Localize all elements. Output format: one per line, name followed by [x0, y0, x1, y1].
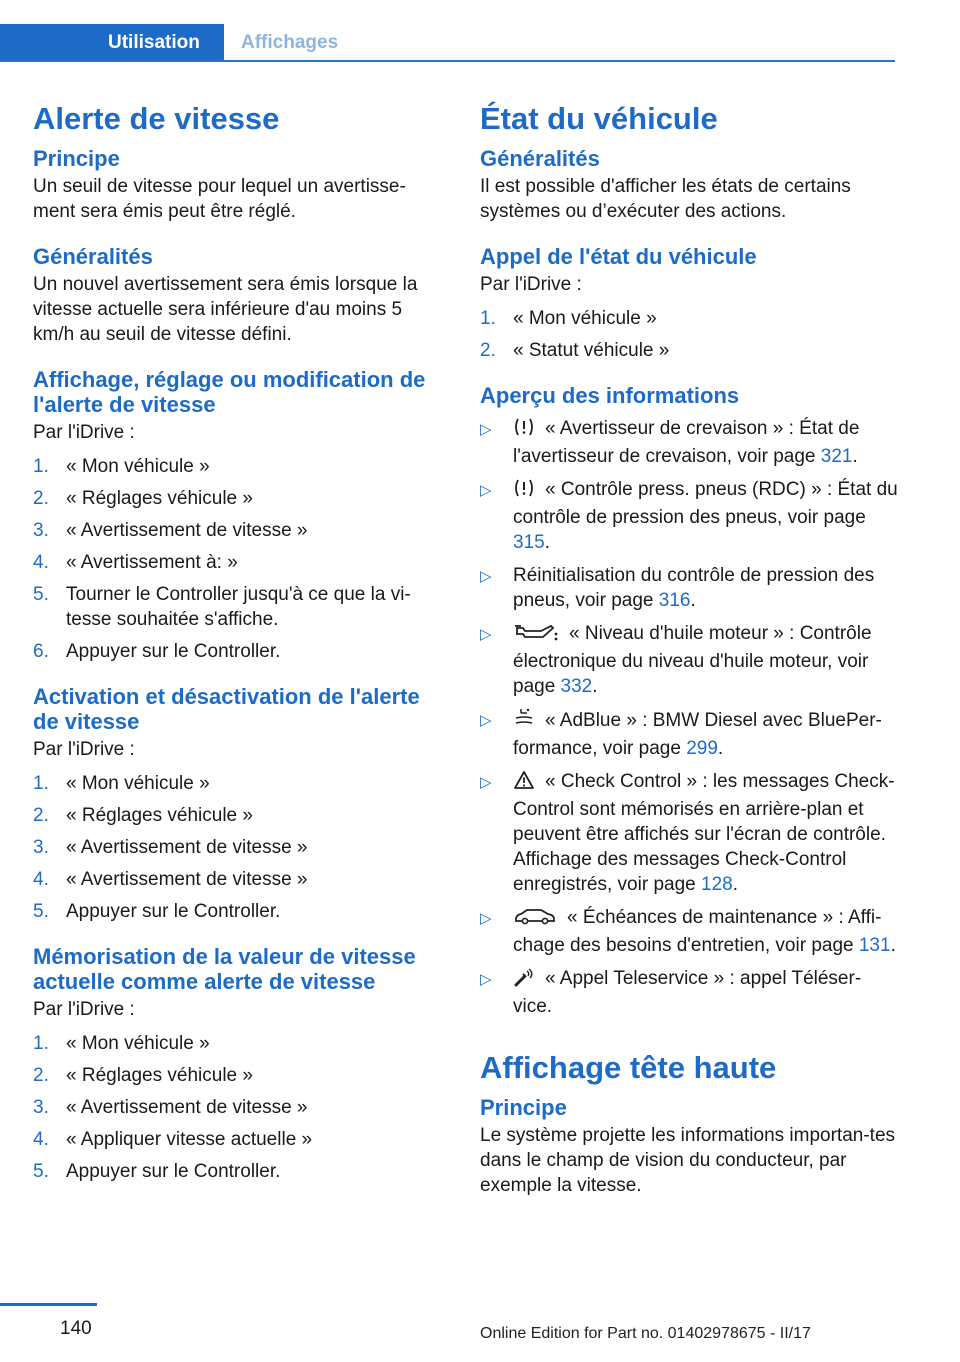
heading-call-status: Appel de l'état du véhicule	[480, 244, 757, 269]
page-link[interactable]: 299	[686, 738, 718, 759]
step-text: Tourner le Controller jusqu'à ce que la vi-tesse souhaitée s'affiche.	[66, 584, 411, 630]
bullet-triangle: ▷	[480, 712, 492, 729]
step-number: 1.	[480, 308, 496, 329]
step-text: « Appliquer vitesse actuelle »	[66, 1129, 313, 1150]
info-text: Réinitialisation du contrôle de pression des pneus, voir page	[513, 565, 875, 611]
step-text: « Avertissement à: »	[66, 552, 238, 573]
step-text: « Réglages véhicule »	[66, 488, 253, 509]
step-text: « Réglages véhicule »	[66, 805, 253, 826]
step-number: 6.	[33, 641, 49, 662]
info-text: « Appel Teleservice » : appel Téléser-vice.	[513, 968, 862, 1017]
paragraph-generalites: Un nouvel avertissement sera émis lorsque la vitesse actuelle sera inférieure d'au moins 5 km/h au seuil de vitesse défini.	[33, 274, 418, 345]
step-number: 1.	[33, 773, 49, 794]
heading-generalites: Généralités	[480, 146, 600, 171]
footer-divider	[0, 1303, 97, 1306]
info-text-end: .	[690, 590, 696, 611]
step-text: « Mon véhicule »	[66, 456, 210, 477]
info-text: « Contrôle press. pneus (RDC) » : État du contrôle de pression des pneus, voir page	[513, 479, 898, 528]
list-step	[33, 550, 441, 575]
list-step	[480, 306, 900, 331]
info-item	[480, 707, 900, 761]
intro-idrive: Par l'iDrive :	[33, 999, 135, 1020]
step-number: 3.	[33, 1097, 49, 1118]
list-step	[33, 454, 441, 479]
bullet-triangle: ▷	[480, 774, 492, 791]
info-text-end: .	[544, 532, 550, 553]
steps-list	[33, 454, 441, 664]
step-text: Appuyer sur le Controller.	[66, 901, 281, 922]
list-step	[33, 771, 441, 796]
info-text: « Check Control » : les messages Check-Control sont mémorisés en arrière-plan et peuvent être affichés sur l'écran de contrôle. Affichage des messages Check-Control enregistrés, voir page	[513, 771, 895, 895]
section-title-vehicle-status: État du véhicule	[480, 101, 718, 136]
step-number: 5.	[33, 1161, 49, 1182]
chapter-tabs	[0, 24, 895, 62]
info-item	[480, 477, 900, 555]
page-link[interactable]: 332	[560, 676, 593, 697]
info-text: « Échéances de maintenance » : Affi-chage des besoins d'entretien, voir page	[513, 907, 882, 956]
tab-utilisation[interactable]: Utilisation	[0, 24, 224, 60]
page-link[interactable]: 131	[858, 935, 891, 956]
bullet-triangle: ▷	[480, 971, 492, 988]
step-text: « Statut véhicule »	[513, 340, 670, 361]
page-link[interactable]: 315	[513, 532, 545, 553]
info-item	[480, 416, 900, 469]
step-number: 4.	[33, 869, 49, 890]
step-text: « Avertissement de vitesse »	[66, 1097, 308, 1118]
heading-store-current-speed: Mémorisation de la valeur de vitesse actuelle comme alerte de vitesse	[33, 944, 416, 994]
paragraph-generalites: Il est possible d'afficher les états de certains systèmes ou d’exécuter des actions.	[480, 176, 851, 222]
tire-warning-icon	[513, 478, 535, 505]
info-text-end: .	[592, 676, 598, 697]
step-text: « Mon véhicule »	[66, 773, 210, 794]
paragraph-hud: Le système projette les informations importan-tes dans le champ de vision du conducteur, par exemple la vitesse.	[480, 1125, 896, 1196]
step-text: Appuyer sur le Controller.	[66, 1161, 281, 1182]
list-step	[33, 867, 441, 892]
step-number: 1.	[33, 456, 49, 477]
list-step	[33, 835, 441, 860]
steps-list	[33, 1031, 441, 1184]
steps-list	[480, 306, 900, 363]
step-number: 4.	[33, 552, 49, 573]
edition-note: Online Edition for Part no. 01402978675 - II/17	[480, 1325, 811, 1342]
step-number: 2.	[33, 1065, 49, 1086]
bullet-triangle: ▷	[480, 568, 492, 585]
page-link[interactable]: 316	[658, 590, 691, 611]
list-step	[33, 486, 441, 511]
info-text-end: .	[890, 935, 896, 956]
list-step	[33, 1031, 441, 1056]
info-item	[480, 621, 900, 699]
step-number: 1.	[33, 1033, 49, 1054]
info-text-end: .	[732, 874, 738, 895]
list-step	[33, 1063, 441, 1088]
step-number: 5.	[33, 584, 49, 605]
list-step	[33, 1127, 441, 1152]
step-number: 4.	[33, 1129, 49, 1150]
left-column	[33, 96, 441, 1191]
heading-info-overview: Aperçu des informations	[480, 383, 740, 408]
step-number: 3.	[33, 837, 49, 858]
heading-activation: Activation et désactivation de l'alerte de vitesse	[33, 684, 420, 734]
paragraph-principe: Un seuil de vitesse pour lequel un avertisse-ment sera émis peut être réglé.	[33, 176, 406, 222]
step-text: « Réglages véhicule »	[66, 1065, 253, 1086]
bullet-triangle: ▷	[480, 482, 492, 499]
step-number: 2.	[33, 805, 49, 826]
info-item	[480, 769, 900, 897]
heading-display-setting: Affichage, réglage ou modification de l'alerte de vitesse	[33, 367, 426, 417]
list-step	[33, 803, 441, 828]
list-step	[480, 338, 900, 363]
info-text-end: .	[852, 446, 858, 467]
bullet-triangle: ▷	[480, 421, 492, 438]
step-text: « Avertissement de vitesse »	[66, 520, 308, 541]
step-text: « Avertissement de vitesse »	[66, 837, 308, 858]
info-item	[480, 966, 900, 1019]
step-number: 2.	[480, 340, 496, 361]
service-car-icon	[513, 906, 557, 933]
intro-idrive: Par l'iDrive :	[33, 739, 135, 760]
list-step	[33, 899, 441, 924]
intro-idrive: Par l'iDrive :	[33, 422, 135, 443]
section-title-speed-alert: Alerte de vitesse	[33, 101, 280, 136]
list-step	[33, 639, 441, 664]
warning-triangle-icon	[513, 770, 535, 797]
step-text: « Mon véhicule »	[66, 1033, 210, 1054]
step-number: 5.	[33, 901, 49, 922]
adblue-icon	[513, 707, 535, 736]
tab-affichages[interactable]: Affichages	[241, 32, 339, 53]
info-text: « Niveau d'huile moteur » : Contrôle électronique du niveau d'huile moteur, voir page	[513, 623, 872, 697]
steps-list	[33, 771, 441, 924]
info-text: « Avertisseur de crevaison » : État de l'avertisseur de crevaison, voir page	[513, 418, 860, 467]
page-link[interactable]: 321	[820, 446, 853, 467]
oil-can-icon	[513, 622, 559, 649]
info-text: « AdBlue » : BMW Diesel avec BluePer-formance, voir page	[513, 710, 882, 759]
bullet-triangle: ▷	[480, 626, 492, 643]
teleservice-icon	[513, 967, 535, 994]
list-step	[33, 518, 441, 543]
section-title-hud: Affichage tête haute	[480, 1050, 777, 1085]
info-text-end: .	[717, 738, 724, 759]
right-column	[480, 96, 900, 1198]
step-text: « Mon véhicule »	[513, 308, 657, 329]
heading-generalites: Généralités	[33, 244, 153, 269]
step-number: 2.	[33, 488, 49, 509]
list-step	[33, 582, 441, 632]
info-item	[480, 905, 900, 958]
intro-idrive: Par l'iDrive :	[480, 274, 582, 295]
heading-principe: Principe	[480, 1095, 567, 1120]
step-text: Appuyer sur le Controller.	[66, 641, 281, 662]
info-list	[480, 416, 900, 1019]
bullet-triangle: ▷	[480, 910, 492, 927]
info-item	[480, 563, 900, 613]
list-step	[33, 1159, 441, 1184]
step-text: « Avertissement de vitesse »	[66, 869, 308, 890]
page-number: 140	[60, 1318, 92, 1339]
step-number: 3.	[33, 520, 49, 541]
tire-warning-icon	[513, 417, 535, 444]
page-link[interactable]: 128	[701, 874, 733, 895]
list-step	[33, 1095, 441, 1120]
heading-principe: Principe	[33, 146, 120, 171]
